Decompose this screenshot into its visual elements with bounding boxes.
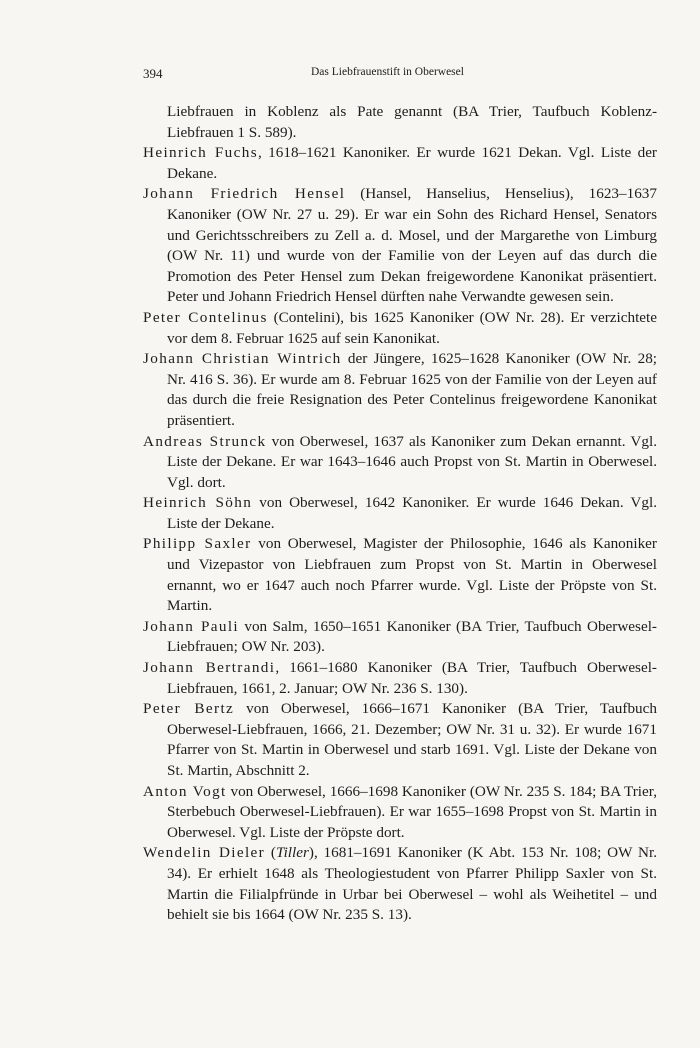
entry-text: (Contelini), bis 1625 Kanoniker (OW Nr. 28). Er verzichtete vor dem 8. Februar 1625 auf sein Kanonikat.	[167, 308, 657, 347]
entry-name: Heinrich Söhn	[143, 494, 253, 512]
entry-text: Liebfrauen in Koblenz als Pate genannt (BA Trier, Taufbuch Koblenz-Liebfrauen 1 S. 589).	[167, 103, 657, 141]
entry-heinrich-soehn	[143, 493, 657, 534]
entry-text: von Oberwesel, 1642 Kanoniker. Er wurde 1646 Dekan. Vgl. Liste der Dekane.	[167, 494, 657, 532]
entry-philipp-saxler	[143, 534, 657, 616]
entry-name: Peter Bertz	[143, 700, 235, 718]
entry-name: Andreas Strunck	[143, 432, 267, 450]
entry-andreas-strunck	[143, 432, 657, 494]
entry-name: Wendelin Dieler	[143, 844, 266, 862]
entry-name: Johann Friedrich Hensel	[143, 185, 346, 203]
entry-heinrich-fuchs	[143, 143, 657, 184]
entry-johann-christian-wintrich	[143, 349, 657, 431]
entry-alias: Tiller	[275, 844, 309, 862]
entry-name: Johann Bertrandi	[143, 659, 276, 677]
entry-name: Philipp Saxler	[143, 535, 252, 553]
entry-johann-friedrich-hensel	[143, 184, 657, 308]
running-title: Das Liebfrauenstift in Oberwesel	[311, 66, 464, 78]
entry-text: von Oberwesel, Magister der Philosophie, 1646 als Kanoniker und Vizepastor von Liebfrauen zum Propst von St. Martin in Oberwesel ernannt, wo er 1647 auch noch Pfarrer wurde. Vgl. Liste der Pröpste von St. Martin.	[167, 535, 657, 615]
entry-text: von Salm, 1650–1651 Kanoniker (BA Trier, Taufbuch Oberwesel-Liebfrauen; OW Nr. 203).	[167, 617, 657, 656]
entry-name: Peter Contelinus	[143, 308, 268, 326]
entry-peter-bertz	[143, 699, 657, 781]
entry-list	[143, 102, 657, 926]
entry-text: (Hansel, Hanselius, Henselius), 1623–1637 Kanoniker (OW Nr. 27 u. 29). Er war ein Sohn des Richard Hensel, Senators und Gerichtsschreibers zu Zell a. d. Mosel, und der Margarethe von Limburg (OW Nr. 11) und wurde von der Familie von der Leyen auf das durch die Promotion des Peter Hensel zum Dekan freigewordene Kanonikat präsentiert. Peter und Johann Friedrich Hensel dürften nahe Verwandte gewesen sein.	[167, 185, 657, 306]
entry-wendelin-dieler	[143, 843, 657, 925]
entry-johann-pauli	[143, 617, 657, 658]
entry-name: Anton Vogt	[143, 782, 227, 800]
page-number: 394	[143, 66, 163, 81]
entry-text: von Oberwesel, 1637 als Kanoniker zum Dekan ernannt. Vgl. Liste der Dekane. Er war 1643–1646 auch Propst von St. Martin in Oberwesel. Vgl. dort.	[167, 432, 658, 491]
entry-name: Heinrich Fuchs	[143, 144, 258, 162]
entry-anton-vogt	[143, 782, 657, 844]
entry-peter-contelinus	[143, 308, 657, 349]
page-header	[143, 66, 657, 84]
entry-name: Johann Pauli	[143, 617, 240, 635]
entry-text: , 1661–1680 Kanoniker (BA Trier, Taufbuch Oberwesel-Liebfrauen, 1661, 2. Januar; OW Nr. 236 S. 130).	[167, 659, 657, 697]
entry-continuation	[143, 102, 657, 143]
entry-text: der Jüngere, 1625–1628 Kanoniker (OW Nr. 28; Nr. 416 S. 36). Er wurde am 8. Februar 1625 von der Familie von der Leyen auf das durch die freie Resignation des Peter Contelinus freigewordene Kanonikat präsentiert.	[167, 350, 658, 429]
entry-text: von Oberwesel, 1666–1671 Kanoniker (BA Trier, Taufbuch Oberwesel-Liebfrauen, 1666, 21. Dezember; OW Nr. 31 u. 32). Er wurde 1671 Pfarrer von St. Martin in Oberwesel und starb 1691. Vgl. Liste der Dekane von St. Martin, Abschnitt 2.	[167, 700, 657, 779]
entry-text: von Oberwesel, 1666–1698 Kanoniker (OW Nr. 235 S. 184; BA Trier, Sterbebuch Oberwesel-Liebfrauen). Er war 1655–1698 Propst von St. Martin in Oberwesel. Vgl. Liste der Pröpste dort.	[167, 782, 657, 841]
entry-text-pre: (	[265, 844, 276, 862]
entry-text: , 1618–1621 Kanoniker. Er wurde 1621 Dekan. Vgl. Liste der Dekane.	[167, 144, 657, 182]
entry-text: ), 1681–1691 Kanoniker (K Abt. 153 Nr. 108; OW Nr. 34). Er erhielt 1648 als Theologiestudent von Pfarrer Philipp Saxler von St. Martin die Filialpfründe in Urbar bei Oberwesel – wohl als Weihetitel – und behielt sie bis 1664 (OW Nr. 235 S. 13).	[167, 844, 657, 924]
entry-name: Johann Christian Wintrich	[143, 350, 342, 368]
entry-johann-bertrandi	[143, 658, 657, 699]
